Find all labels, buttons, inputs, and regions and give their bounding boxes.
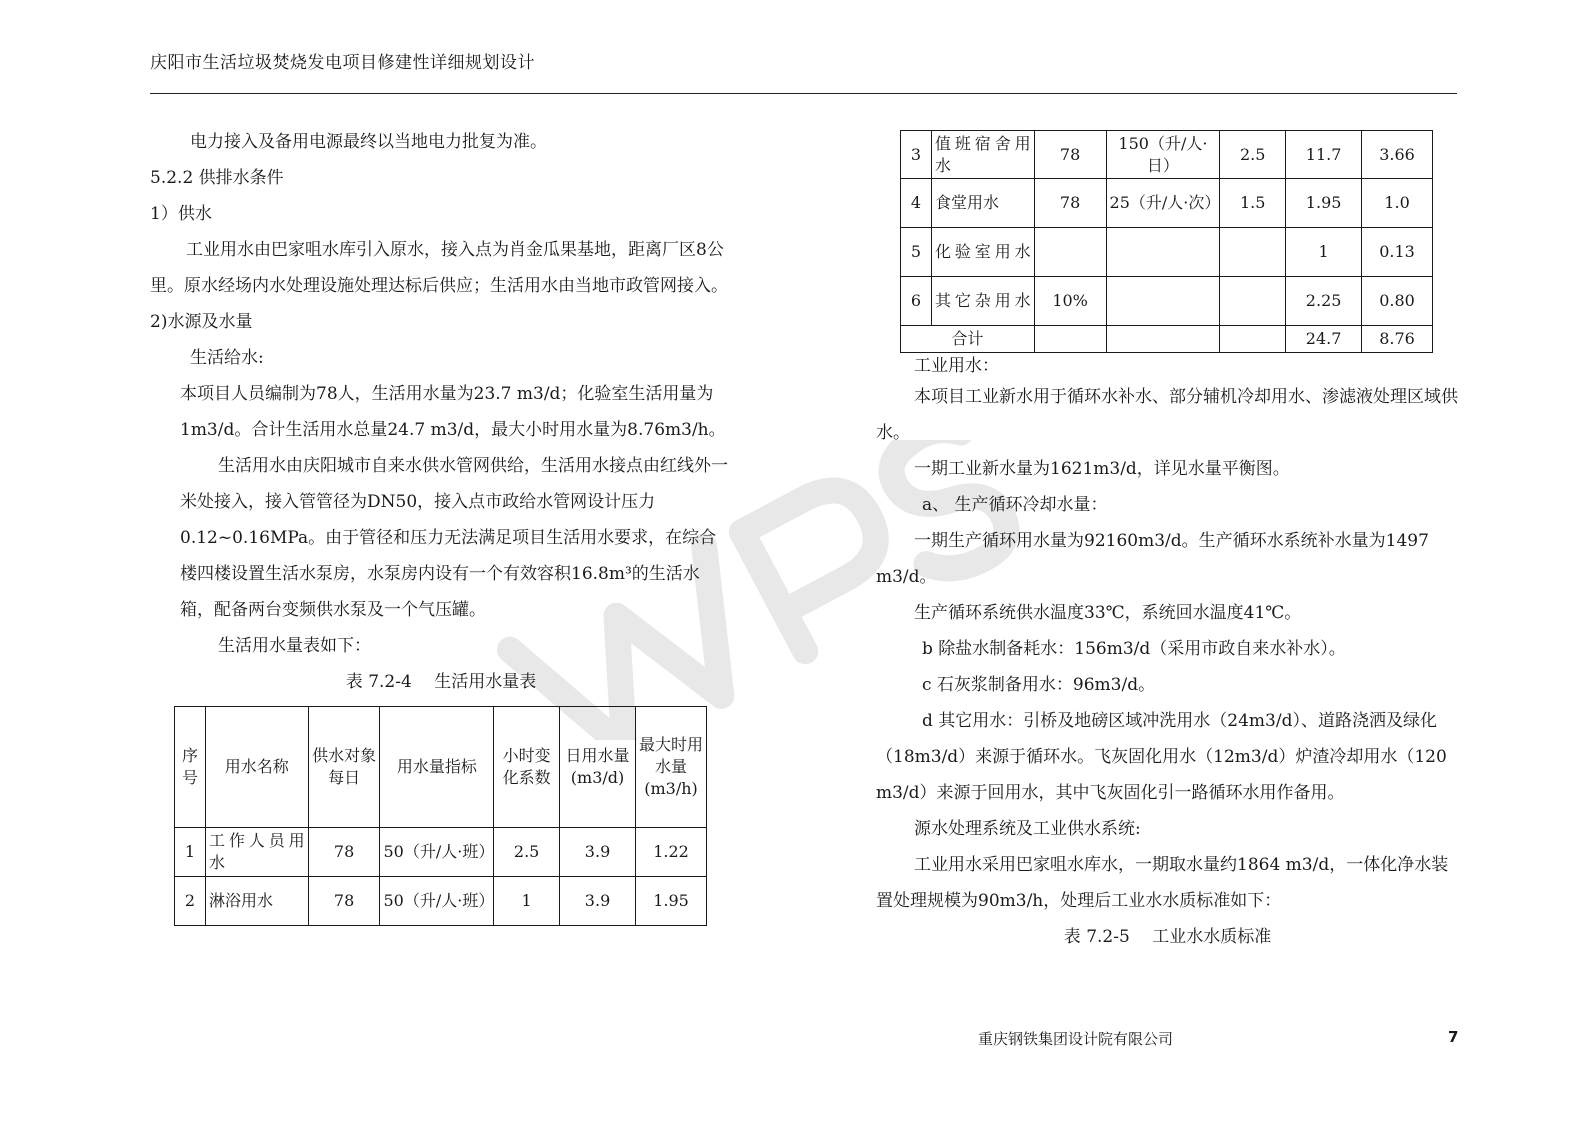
table2-caption: 表 7.2-5 工业水水质标准 — [1063, 927, 1272, 947]
cell-coefficient — [1220, 228, 1286, 277]
cell-coefficient: 1.5 — [1220, 179, 1286, 228]
paragraph-item-b: b 除盐水制备耗水：156m3/d（采用市政自来水补水）。 — [922, 639, 1346, 659]
cell-daily: 1 — [1286, 228, 1362, 277]
page-number: 7 — [1448, 1028, 1459, 1046]
subheading-water-source: 2)水源及水量 — [150, 312, 253, 332]
cell-quota: 150（升/人·日） — [1106, 131, 1220, 179]
header-title: 庆阳市生活垃圾焚烧发电项目修建性详细规划设计 — [150, 53, 535, 73]
cell-target: 10% — [1034, 277, 1106, 326]
paragraph-item-d: d 其它用水：引桥及地磅区域冲洗用水（24m3/d）、道路浇洒及绿化（18m3/d）来源于循环水。飞灰固化用水（12m3/d）炉渣冷却用水（120 m3/d）来源于回用水，其中飞灰固化引一路循环水用作备用。 — [876, 711, 1447, 803]
table-total-row — [901, 326, 1433, 353]
cell-empty — [1034, 326, 1106, 353]
header-hourly: 最大时用水量(m3/h) — [636, 707, 707, 828]
paragraph-item-a: a、 生产循环冷却水量： — [922, 495, 1108, 515]
cell-target — [1034, 228, 1106, 277]
cell-name: 化验室用水 — [931, 228, 1034, 277]
cell-hourly: 3.66 — [1362, 131, 1433, 179]
header-name: 用水名称 — [205, 707, 308, 828]
subheading-source-treatment: 源水处理系统及工业供水系统: — [914, 819, 1141, 839]
cell-index: 2 — [175, 877, 206, 926]
cell-name: 工作人员用水 — [205, 828, 308, 877]
domestic-water-table — [174, 706, 707, 926]
cell-quota: 25（升/人·次） — [1106, 179, 1220, 228]
cell-coefficient: 1 — [494, 877, 560, 926]
subheading-domestic-water: 生活给水: — [190, 348, 264, 368]
cell-target: 78 — [1034, 179, 1106, 228]
cell-target: 78 — [1034, 131, 1106, 179]
paragraph-source-treatment: 工业用水采用巴家咀水库水，一期取水量约1864 m3/d，一体化净水装置处理规模为90m3/h，处理后工业水水质标准如下： — [876, 855, 1449, 911]
paragraph-industrial-use: 本项目工业新水用于循环水补水、部分辅机冷却用水、渗滤液处理区域供水。 — [876, 387, 1458, 443]
paragraph-item-c: c 石灰浆制备用水：96m3/d。 — [922, 675, 1156, 695]
cell-empty — [1106, 326, 1220, 353]
header-coefficient: 小时变化系数 — [494, 707, 560, 828]
cell-coefficient: 2.5 — [1220, 131, 1286, 179]
header-daily: 日用水量(m3/d) — [560, 707, 636, 828]
cell-daily: 1.95 — [1286, 179, 1362, 228]
paragraph-power: 电力接入及备用电源最终以当地电力批复为准。 — [190, 132, 547, 152]
table-row — [901, 228, 1433, 277]
cell-quota — [1106, 277, 1220, 326]
cell-name: 食堂用水 — [931, 179, 1034, 228]
header-quota: 用水量指标 — [380, 707, 494, 828]
cell-name: 值班宿舍用水 — [931, 131, 1034, 179]
cell-index: 4 — [901, 179, 932, 228]
cell-index: 6 — [901, 277, 932, 326]
header-index: 序号 — [175, 707, 206, 828]
cell-hourly: 1.95 — [636, 877, 707, 926]
paragraph-table-intro: 生活用水量表如下： — [218, 636, 371, 656]
cell-target: 78 — [308, 828, 380, 877]
cell-hourly: 0.13 — [1362, 228, 1433, 277]
cell-index: 1 — [175, 828, 206, 877]
cell-daily: 2.25 — [1286, 277, 1362, 326]
left-column — [150, 124, 732, 926]
cell-coefficient: 2.5 — [494, 828, 560, 877]
paragraph-circulation-volume: 一期生产循环用水量为92160m3/d。生产循环水系统补水量为1497 m3/d。 — [876, 531, 1429, 587]
table-row — [901, 179, 1433, 228]
cell-empty — [1220, 326, 1286, 353]
paragraph-industrial-source: 工业用水由巴家咀水库引入原水，接入点为肖金瓜果基地，距离厂区8公里。原水经场内水处理设施处理达标后供应；生活用水由当地市政管网接入。 — [150, 240, 728, 296]
paragraph-domestic-supply: 生活用水由庆阳城市自来水供水管网供给，生活用水接点由红线外一米处接入，接入管管径为DN50，接入点市政给水管网设计压力0.12~0.16MPa。由于管径和压力无法满足项目生活用水要求，在综合楼四楼设置生活水泵房，水泵房内设有一个有效容积16.8m³的生活水箱，配备两台变频供水泵及一个气压罐。 — [180, 456, 728, 620]
cell-hourly: 0.80 — [1362, 277, 1433, 326]
cell-total-hourly: 8.76 — [1362, 326, 1433, 353]
footer-company: 重庆钢铁集团设计院有限公司 — [978, 1030, 1174, 1048]
cell-name: 淋浴用水 — [205, 877, 308, 926]
domestic-water-table-continued — [900, 130, 1433, 353]
cell-hourly: 1.0 — [1362, 179, 1433, 228]
cell-quota — [1106, 228, 1220, 277]
cell-daily: 11.7 — [1286, 131, 1362, 179]
cell-daily: 3.9 — [560, 828, 636, 877]
table-row — [175, 828, 707, 877]
table-row — [901, 277, 1433, 326]
cell-daily: 3.9 — [560, 877, 636, 926]
cell-coefficient — [1220, 277, 1286, 326]
cell-index: 5 — [901, 228, 932, 277]
cell-target: 78 — [308, 877, 380, 926]
cell-quota: 50（升/人·班） — [380, 828, 494, 877]
table-row — [901, 131, 1433, 179]
right-column — [876, 130, 1459, 955]
subheading-water-supply: 1）供水 — [150, 204, 212, 224]
cell-total-daily: 24.7 — [1286, 326, 1362, 353]
header-divider — [150, 93, 1457, 94]
table-header-row — [175, 707, 707, 828]
cell-index: 3 — [901, 131, 932, 179]
paragraph-temperature: 生产循环系统供水温度33℃，系统回水温度41℃。 — [914, 603, 1302, 623]
header-target: 供水对象每日 — [308, 707, 380, 828]
cell-hourly: 1.22 — [636, 828, 707, 877]
cell-name: 其它杂用水 — [931, 277, 1034, 326]
cell-quota: 50（升/人·班） — [380, 877, 494, 926]
subheading-industrial-water: 工业用水： — [914, 356, 999, 376]
cell-total-label: 合计 — [901, 326, 1035, 353]
paragraph-staff-water: 本项目人员编制为78人，生活用水量为23.7 m3/d；化验室生活用量为1m3/d。合计生活用水总量24.7 m3/d，最大小时用水量为8.76m3/h。 — [180, 384, 726, 440]
section-heading-5-2-2: 5.2.2 供排水条件 — [150, 168, 284, 188]
table1-caption: 表 7.2-4 生活用水量表 — [345, 672, 537, 692]
table-row — [175, 877, 707, 926]
paragraph-phase1-volume: 一期工业新水量为1621m3/d，详见水量平衡图。 — [914, 459, 1290, 479]
